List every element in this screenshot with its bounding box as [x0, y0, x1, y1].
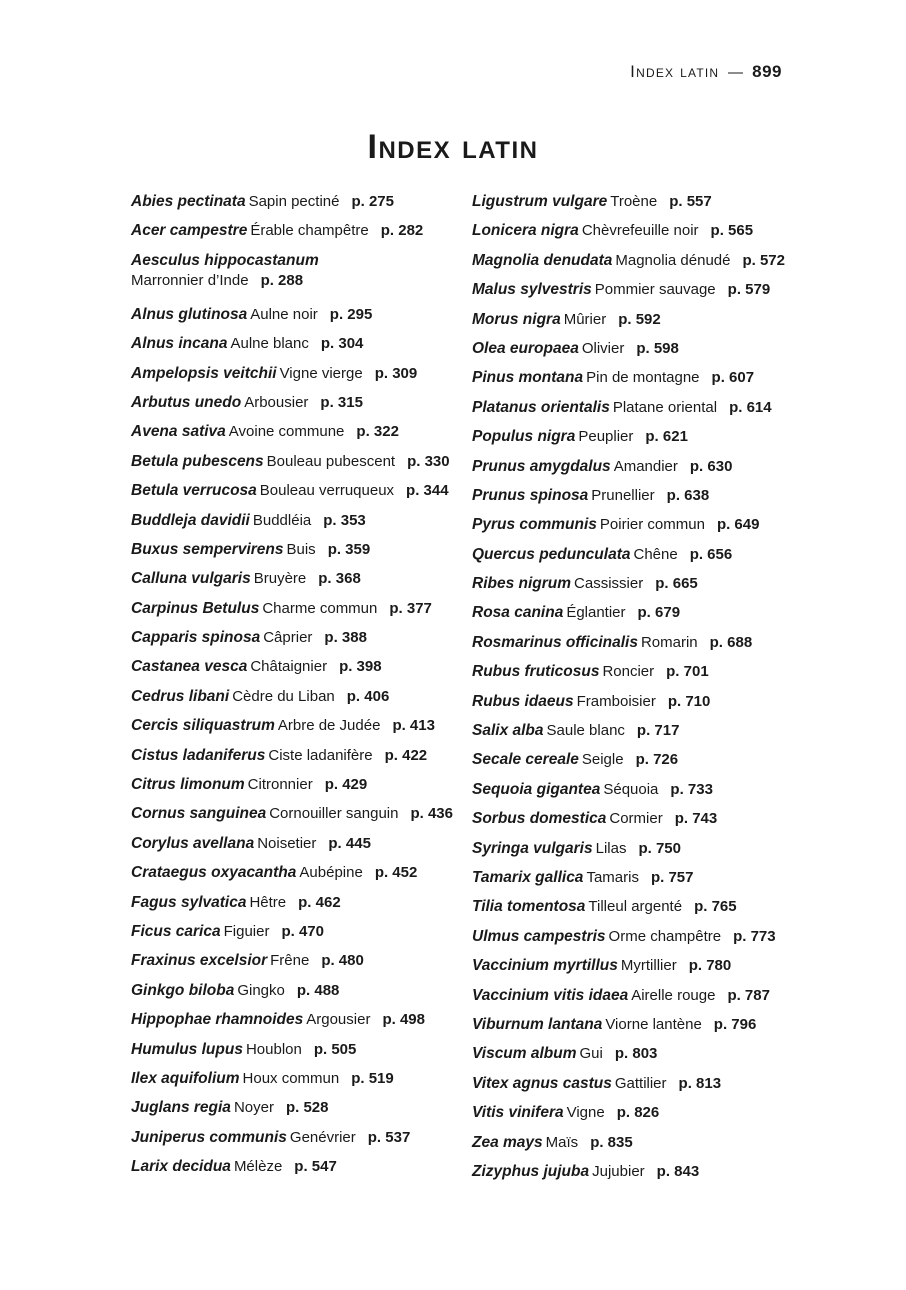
- latin-name: Vitis vinifera: [472, 1104, 564, 1122]
- page-reference: p. 322: [356, 423, 399, 441]
- page-reference: p. 773: [733, 927, 776, 945]
- common-name: Églantier: [566, 604, 626, 622]
- common-name: Tilleul argenté: [588, 898, 683, 916]
- latin-name: Ligustrum vulgare: [472, 193, 608, 210]
- index-entry: [131, 599, 461, 628]
- index-entry: [472, 809, 802, 838]
- page-reference: p. 470: [281, 922, 324, 940]
- common-name: Érable champêtre: [250, 222, 369, 240]
- index-entry: [472, 750, 802, 779]
- index-entry: [472, 662, 802, 691]
- index-column-left: [131, 192, 461, 1187]
- index-entry: [131, 1069, 461, 1098]
- common-name: Charme commun: [262, 599, 378, 617]
- latin-name: Crataegus oxyacantha: [131, 864, 297, 882]
- page-reference: p. 282: [380, 222, 424, 240]
- running-head-title: Index latin: [630, 62, 720, 81]
- common-name: Citronnier: [247, 776, 313, 794]
- page-reference: p. 519: [351, 1069, 394, 1087]
- page-reference: p. 614: [729, 398, 772, 416]
- page-reference: p. 304: [320, 335, 364, 353]
- index-entry: [472, 897, 802, 926]
- page-reference: p. 765: [694, 898, 737, 916]
- latin-name: Salix alba: [472, 722, 544, 740]
- common-name: Chêne: [633, 545, 678, 563]
- latin-name: Capparis spinosa: [131, 629, 261, 647]
- page-reference: p. 295: [329, 305, 373, 323]
- common-name: Hêtre: [249, 893, 287, 911]
- common-name: Noisetier: [257, 834, 317, 852]
- page-reference: p. 607: [711, 369, 755, 387]
- latin-name: Fagus sylvatica: [131, 893, 247, 911]
- latin-name: Vaccinium vitis idaea: [472, 986, 629, 1004]
- page-reference: p. 803: [614, 1045, 658, 1063]
- common-name: Bruyère: [253, 570, 307, 588]
- latin-name: Tamarix gallica: [472, 868, 584, 886]
- common-name: Ciste ladanifère: [268, 746, 373, 764]
- running-head: [630, 62, 782, 82]
- index-entry: [472, 427, 802, 456]
- common-name: Orme champêtre: [608, 927, 722, 945]
- latin-name: Quercus pedunculata: [472, 545, 631, 563]
- page-reference: p. 733: [670, 780, 713, 798]
- common-name: Avoine commune: [228, 423, 345, 441]
- index-entry: [131, 834, 461, 863]
- index-entry: [131, 893, 461, 922]
- index-entry: [131, 981, 461, 1010]
- index-entry: [131, 422, 461, 451]
- page-reference: p. 717: [636, 722, 680, 740]
- page-reference: p. 592: [618, 310, 661, 328]
- index-entry: [472, 221, 802, 250]
- index-entry: [472, 839, 802, 868]
- common-name: Peuplier: [578, 428, 634, 446]
- common-name: Buis: [286, 540, 316, 558]
- page-reference: p. 638: [666, 486, 710, 504]
- index-entry: [472, 486, 802, 515]
- page-reference: p. 488: [296, 981, 340, 999]
- index-entry: [131, 221, 461, 250]
- latin-name: Larix decidua: [131, 1158, 231, 1176]
- index-entry: [131, 1040, 461, 1069]
- page-reference: p. 452: [374, 864, 418, 882]
- page-reference: p. 757: [650, 868, 694, 886]
- page-reference: p. 835: [590, 1133, 633, 1151]
- page-reference: p. 630: [689, 457, 733, 475]
- page-reference: p. 726: [635, 751, 679, 769]
- page-reference: p. 398: [339, 658, 382, 676]
- common-name: Bouleau verruqueux: [259, 482, 395, 500]
- common-name: Pin de montagne: [586, 369, 700, 387]
- latin-name: Tilia tomentosa: [472, 898, 586, 916]
- common-name: Câprier: [263, 629, 313, 647]
- index-entry: [131, 334, 461, 363]
- common-name: Aulne noir: [250, 305, 318, 323]
- common-name: Romarin: [640, 633, 698, 651]
- common-name: Argousier: [306, 1011, 371, 1029]
- latin-name: Cistus ladaniferus: [131, 746, 266, 764]
- index-entry: [472, 1103, 802, 1132]
- index-entry: [131, 511, 461, 540]
- index-entry: [472, 457, 802, 486]
- latin-name: Betula pubescens: [131, 452, 264, 470]
- common-name: Vigne: [566, 1104, 605, 1122]
- page-reference: p. 422: [384, 746, 428, 764]
- page-title: Index latin: [367, 128, 539, 166]
- page-reference: p. 344: [406, 482, 449, 500]
- common-name: Roncier: [602, 663, 655, 681]
- page-reference: p. 780: [688, 957, 732, 975]
- page-reference: p. 377: [389, 599, 432, 617]
- latin-name: Zea mays: [472, 1133, 543, 1151]
- latin-name: Rubus fruticosus: [472, 663, 600, 681]
- latin-name: Populus nigra: [472, 428, 576, 446]
- index-entry: [131, 687, 461, 716]
- index-entry: [131, 569, 461, 598]
- index-column-right: [472, 192, 802, 1191]
- common-name: Aubépine: [299, 864, 363, 882]
- index-entry: [472, 986, 802, 1015]
- latin-name: Prunus spinosa: [472, 486, 589, 504]
- latin-name: Humulus lupus: [131, 1040, 243, 1058]
- index-entry: [472, 692, 802, 721]
- latin-name: Magnolia denudata: [472, 251, 613, 269]
- page-reference: p. 275: [351, 193, 394, 210]
- index-entry: [131, 1128, 461, 1157]
- common-name: Genévrier: [289, 1128, 356, 1146]
- latin-name: Rubus idaeus: [472, 692, 574, 710]
- index-entry: [131, 540, 461, 569]
- index-entry: [472, 1044, 802, 1073]
- entry-second-line: [131, 271, 461, 291]
- common-name: Viorne lantène: [605, 1015, 702, 1033]
- latin-name: Abies pectinata: [131, 193, 246, 210]
- index-entry: [472, 280, 802, 309]
- page-reference: p. 743: [674, 810, 718, 828]
- page-reference: p. 750: [638, 839, 681, 857]
- common-name: Platane oriental: [612, 398, 718, 416]
- index-entry: [472, 251, 802, 280]
- page-reference: p. 843: [656, 1162, 700, 1180]
- index-entry: [131, 305, 461, 334]
- latin-name: Alnus incana: [131, 335, 228, 353]
- page-reference: p. 679: [637, 604, 681, 622]
- latin-name: Ficus carica: [131, 922, 221, 940]
- page-reference: p. 688: [709, 633, 753, 651]
- common-name: Mûrier: [563, 310, 607, 328]
- index-entry: [472, 633, 802, 662]
- running-head-separator: —: [727, 64, 744, 81]
- page-reference: p. 528: [285, 1099, 329, 1117]
- page-reference: p. 413: [392, 717, 435, 735]
- index-entry: [131, 922, 461, 951]
- index-entry: [472, 515, 802, 544]
- index-entry: [131, 481, 461, 510]
- index-entry: [472, 1074, 802, 1103]
- index-entry: [472, 310, 802, 339]
- index-entry: [131, 1098, 461, 1127]
- page-reference: p. 462: [298, 893, 341, 911]
- latin-name: Buddleja davidii: [131, 511, 250, 529]
- common-name: Myrtillier: [620, 957, 677, 975]
- index-entry: [472, 545, 802, 574]
- page-reference: p. 537: [367, 1128, 411, 1146]
- index-entry: [131, 628, 461, 657]
- common-name: Sapin pectiné: [248, 193, 340, 210]
- common-name: Maïs: [545, 1133, 579, 1151]
- latin-name: Cedrus libani: [131, 687, 230, 705]
- index-entry: [131, 746, 461, 775]
- common-name: Cornouiller sanguin: [269, 805, 399, 823]
- index-entry: [472, 1133, 802, 1162]
- latin-name: Secale cereale: [472, 751, 579, 769]
- page-reference: p. 505: [313, 1040, 357, 1058]
- latin-name: Betula verrucosa: [131, 482, 257, 500]
- common-name: Cormier: [609, 810, 663, 828]
- index-entry: [472, 192, 802, 221]
- common-name: Frêne: [270, 952, 310, 970]
- page-reference: p. 309: [374, 364, 418, 382]
- common-name: Aulne blanc: [230, 335, 309, 353]
- latin-name: Vaccinium myrtillus: [472, 957, 618, 975]
- common-name: Marronnier d’Inde: [131, 271, 249, 289]
- common-name: Prunellier: [591, 486, 655, 504]
- latin-name: Morus nigra: [472, 310, 561, 328]
- index-entry: [472, 868, 802, 897]
- index-entry: [472, 368, 802, 397]
- common-name: Séquoia: [603, 780, 659, 798]
- index-entry: [472, 1162, 802, 1191]
- common-name: Magnolia dénudé: [615, 251, 731, 269]
- page-reference: p. 649: [716, 516, 760, 534]
- common-name: Cassissier: [574, 575, 644, 593]
- common-name: Saule blanc: [546, 722, 625, 740]
- page-reference: p. 656: [689, 545, 733, 563]
- common-name: Arbre de Judée: [277, 717, 381, 735]
- latin-name: Viburnum lantana: [472, 1015, 603, 1033]
- index-entry: [131, 1157, 461, 1186]
- page-reference: p. 710: [667, 692, 711, 710]
- index-entry: [472, 721, 802, 750]
- latin-name: Rosa canina: [472, 604, 564, 622]
- common-name: Amandier: [613, 457, 678, 475]
- latin-name: Avena sativa: [131, 423, 226, 441]
- page-reference: p. 547: [294, 1158, 337, 1176]
- latin-name: Zizyphus jujuba: [472, 1162, 590, 1180]
- page-reference: p. 665: [655, 575, 698, 593]
- common-name: Airelle rouge: [631, 986, 716, 1004]
- page-reference: p. 388: [324, 629, 367, 647]
- page-reference: p. 572: [742, 251, 785, 269]
- common-name: Châtaignier: [250, 658, 328, 676]
- page-reference: p. 445: [328, 834, 371, 852]
- latin-name: Ginkgo biloba: [131, 981, 235, 999]
- index-entry: [472, 398, 802, 427]
- common-name: Gattilier: [614, 1074, 667, 1092]
- index-entry: [472, 927, 802, 956]
- latin-name: Citrus limonum: [131, 776, 245, 794]
- latin-name: Calluna vulgaris: [131, 570, 251, 588]
- page-reference: p. 598: [636, 339, 679, 357]
- index-entry: [131, 1010, 461, 1039]
- latin-name: Hippophae rhamnoides: [131, 1011, 304, 1029]
- latin-name: Sorbus domestica: [472, 810, 607, 828]
- page-reference: p. 498: [382, 1011, 425, 1029]
- common-name: Gingko: [237, 981, 285, 999]
- latin-name: Acer campestre: [131, 222, 248, 240]
- latin-name: Castanea vesca: [131, 658, 248, 676]
- latin-name: Sequoia gigantea: [472, 780, 601, 798]
- latin-name: Fraxinus excelsior: [131, 952, 268, 970]
- common-name: Mélèze: [233, 1158, 283, 1176]
- common-name: Houx commun: [242, 1069, 340, 1087]
- index-entry: [472, 1015, 802, 1044]
- page-reference: p. 436: [410, 805, 453, 823]
- common-name: Jujubier: [592, 1162, 645, 1180]
- page-reference: p. 701: [666, 663, 709, 681]
- page-reference: p. 557: [669, 193, 712, 210]
- latin-name: Ribes nigrum: [472, 575, 572, 593]
- latin-name: Ilex aquifolium: [131, 1069, 240, 1087]
- common-name: Arbousier: [244, 393, 309, 411]
- common-name: Troène: [610, 193, 658, 210]
- index-entry: [131, 716, 461, 745]
- index-entry: [472, 339, 802, 368]
- latin-name: Lonicera nigra: [472, 222, 579, 240]
- latin-name: Platanus orientalis: [472, 398, 610, 416]
- latin-name: Viscum album: [472, 1045, 577, 1063]
- common-name: Vigne vierge: [279, 364, 363, 382]
- latin-name: Olea europaea: [472, 339, 579, 357]
- common-name: Pommier sauvage: [594, 281, 716, 299]
- common-name: Tamaris: [586, 868, 639, 886]
- page-reference: p. 368: [318, 570, 361, 588]
- index-entry: [131, 452, 461, 481]
- latin-name: Syringa vulgaris: [472, 839, 593, 857]
- page-reference: p. 621: [645, 428, 688, 446]
- latin-name: Alnus glutinosa: [131, 305, 248, 323]
- page-reference: p. 330: [407, 452, 450, 470]
- latin-name: Vitex agnus castus: [472, 1074, 612, 1092]
- latin-name: Prunus amygdalus: [472, 457, 611, 475]
- latin-name: Pinus montana: [472, 369, 584, 387]
- common-name: Seigle: [581, 751, 624, 769]
- index-entry: [472, 780, 802, 809]
- page-reference: p. 579: [727, 281, 771, 299]
- index-entry: [131, 393, 461, 422]
- index-entry: [131, 951, 461, 980]
- common-name: Framboisier: [576, 692, 656, 710]
- index-entry: [131, 804, 461, 833]
- latin-name: Cercis siliquastrum: [131, 717, 275, 735]
- latin-name: Rosmarinus officinalis: [472, 633, 638, 651]
- index-entry: [131, 863, 461, 892]
- common-name: Noyer: [233, 1099, 274, 1117]
- index-entry: [131, 657, 461, 686]
- latin-name: Ulmus campestris: [472, 927, 606, 945]
- latin-name: Buxus sempervirens: [131, 540, 284, 558]
- latin-name: Arbutus unedo: [131, 393, 242, 411]
- common-name: Houblon: [245, 1040, 302, 1058]
- index-entry: [131, 775, 461, 804]
- index-entry: [472, 574, 802, 603]
- latin-name: Juglans regia: [131, 1099, 231, 1117]
- index-entry: [472, 603, 802, 632]
- common-name: Cèdre du Liban: [232, 687, 335, 705]
- latin-name: Aesculus hippocastanum: [131, 251, 319, 269]
- common-name: Poirier commun: [599, 516, 705, 534]
- latin-name: Pyrus communis: [472, 516, 597, 534]
- page-reference: p. 359: [327, 540, 371, 558]
- common-name: Lilas: [595, 839, 627, 857]
- index-entry: [131, 192, 461, 221]
- common-name: Chèvrefeuille noir: [581, 222, 699, 240]
- latin-name: Ampelopsis veitchii: [131, 364, 277, 382]
- page-reference: p. 480: [321, 952, 364, 970]
- page-reference: p. 826: [616, 1104, 660, 1122]
- latin-name: Cornus sanguinea: [131, 805, 267, 823]
- latin-name: Malus sylvestris: [472, 281, 592, 299]
- common-name: Buddléia: [252, 511, 312, 529]
- index-entry: [472, 956, 802, 985]
- page-reference: p. 565: [710, 222, 754, 240]
- common-name: Gui: [579, 1045, 603, 1063]
- index-entry: [131, 251, 461, 305]
- page-reference: p. 315: [320, 393, 363, 411]
- common-name: Figuier: [223, 922, 270, 940]
- page-reference: p. 353: [323, 511, 366, 529]
- page-reference: p. 813: [678, 1074, 722, 1092]
- page-reference: p. 796: [713, 1015, 757, 1033]
- page-reference: p. 288: [260, 271, 304, 289]
- page-reference: p. 787: [727, 986, 770, 1004]
- common-name: Olivier: [581, 339, 625, 357]
- latin-name: Carpinus Betulus: [131, 599, 260, 617]
- common-name: Bouleau pubescent: [266, 452, 396, 470]
- latin-name: Juniperus communis: [131, 1128, 287, 1146]
- page-reference: p. 406: [346, 687, 390, 705]
- page-number: 899: [752, 62, 782, 81]
- index-entry: [131, 364, 461, 393]
- latin-name: Corylus avellana: [131, 834, 255, 852]
- page-reference: p. 429: [324, 776, 368, 794]
